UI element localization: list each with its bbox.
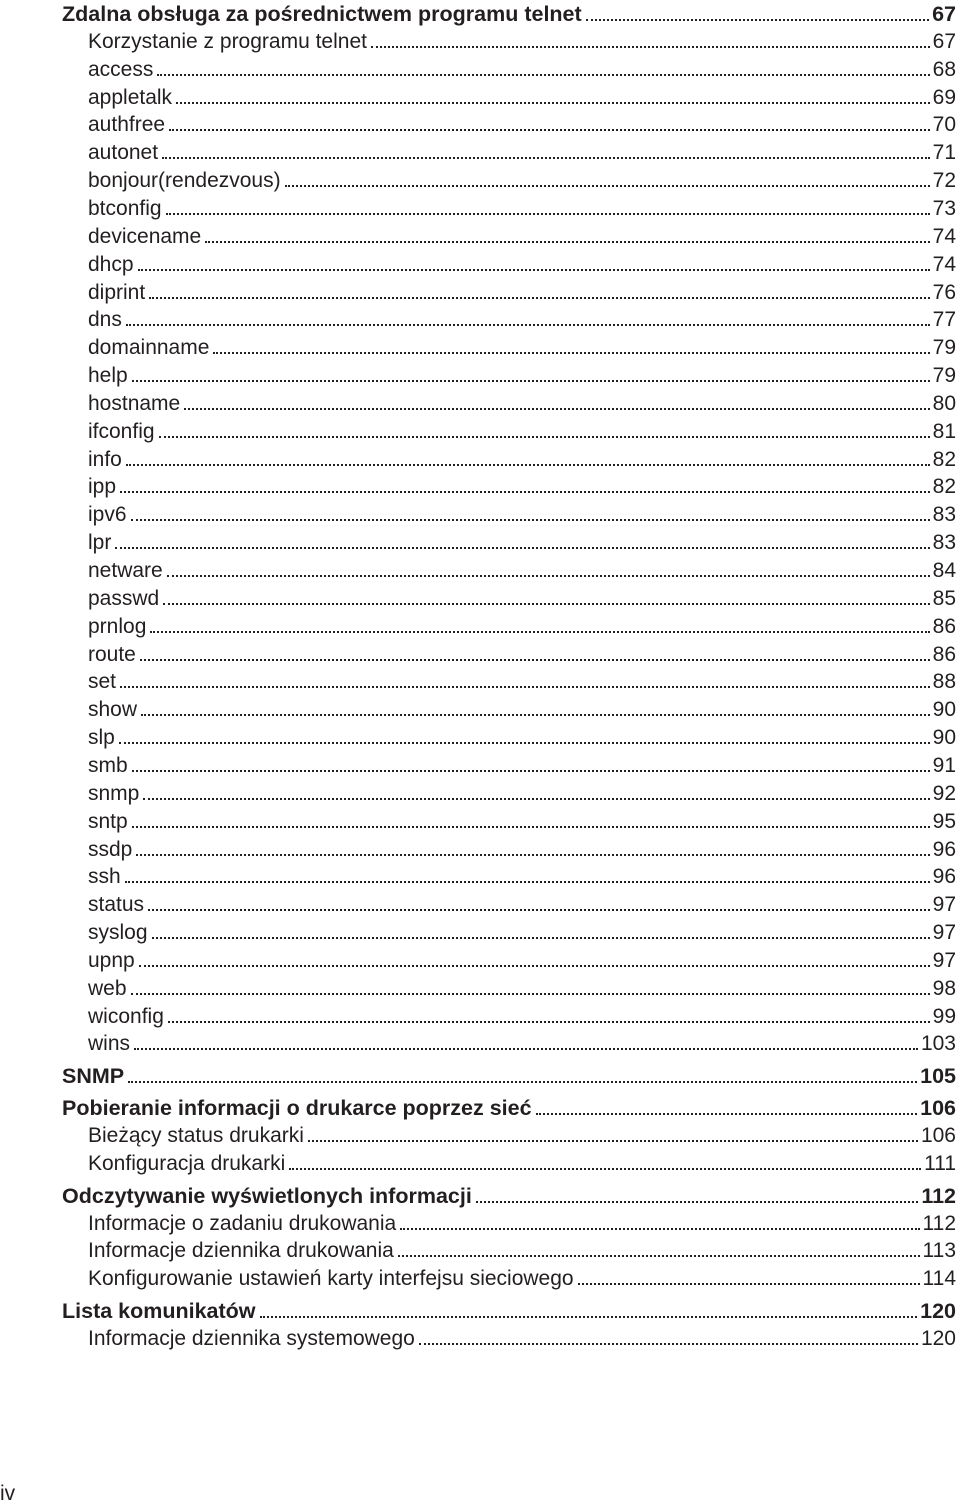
toc-entry-page: 82 <box>932 475 956 498</box>
toc-heading[interactable] <box>62 1 956 27</box>
toc-entry-page: 83 <box>932 531 956 554</box>
toc-entry-title: wins <box>88 1032 131 1055</box>
toc-entry-page: 96 <box>932 865 956 888</box>
toc-entry[interactable] <box>88 1151 956 1177</box>
toc-entry-title: appletalk <box>88 86 173 109</box>
dot-leader <box>134 1047 918 1050</box>
toc-entry-title: autonet <box>88 141 159 164</box>
toc-heading[interactable] <box>62 1095 956 1121</box>
toc-entry-page: 70 <box>932 113 956 136</box>
toc-entry[interactable] <box>88 140 956 166</box>
toc-entry-title: Lista komunikatów <box>62 1299 256 1323</box>
dot-leader <box>400 1227 919 1230</box>
toc-entry[interactable] <box>88 809 956 835</box>
dot-leader <box>132 379 930 382</box>
toc-entry[interactable] <box>88 391 956 417</box>
toc-entry[interactable] <box>88 224 956 250</box>
toc-entry[interactable] <box>88 168 956 194</box>
dot-leader <box>308 1139 918 1142</box>
toc-entry-title: smb <box>88 754 128 777</box>
dot-leader <box>126 323 930 326</box>
toc-entry-page: 97 <box>932 921 956 944</box>
toc-entry[interactable] <box>88 502 956 528</box>
toc-entry-title: web <box>88 977 127 1000</box>
toc-entry-page: 97 <box>932 949 956 972</box>
toc-entry-title: Pobieranie informacji o drukarce poprzez sieć <box>62 1096 532 1120</box>
toc-entry-title: Zdalna obsługa za pośrednictwem programu telnet <box>62 2 582 26</box>
toc-entry[interactable] <box>88 1123 956 1149</box>
toc-entry-page: 80 <box>932 392 956 415</box>
toc-entry[interactable] <box>88 335 956 361</box>
toc-entry-page: 98 <box>932 977 956 1000</box>
dot-leader <box>476 1200 919 1203</box>
dot-leader <box>132 769 930 772</box>
toc-entry-title: dhcp <box>88 253 134 276</box>
dot-leader <box>132 825 930 828</box>
toc-entry-title: info <box>88 448 122 471</box>
dot-leader <box>119 741 930 744</box>
toc-entry-title: ssdp <box>88 838 133 861</box>
toc-entry-page: 83 <box>932 503 956 526</box>
toc-entry[interactable] <box>88 892 956 918</box>
dot-leader <box>167 574 930 577</box>
toc-entry-page: 88 <box>932 670 956 693</box>
toc-entry[interactable] <box>88 837 956 863</box>
dot-leader <box>141 713 930 716</box>
dot-leader <box>125 880 930 883</box>
dot-leader <box>166 212 930 215</box>
dot-leader <box>139 964 930 967</box>
toc-entry-page: 92 <box>932 782 956 805</box>
page-number: iv <box>0 1482 16 1505</box>
toc-entry-page: 67 <box>932 30 956 53</box>
toc-entry[interactable] <box>88 1266 956 1292</box>
toc-entry-title: snmp <box>88 782 140 805</box>
toc-entry-page: 79 <box>932 364 956 387</box>
toc-entry[interactable] <box>88 558 956 584</box>
toc-entry-page: 82 <box>932 448 956 471</box>
toc-entry-page: 120 <box>920 1327 956 1350</box>
toc-entry-page: 111 <box>924 1152 956 1175</box>
toc-entry[interactable] <box>88 976 956 1002</box>
toc-entry[interactable] <box>88 1031 956 1057</box>
toc-heading[interactable] <box>62 1298 956 1324</box>
toc-entry-title: Korzystanie z programu telnet <box>88 30 367 53</box>
toc-entry[interactable] <box>88 669 956 695</box>
toc-entry-title: prnlog <box>88 615 147 638</box>
toc-entry[interactable] <box>88 697 956 723</box>
dot-leader <box>578 1282 920 1285</box>
toc-entry-page: 72 <box>932 169 956 192</box>
toc-entry-page: 73 <box>932 197 956 220</box>
toc-entry-title: Informacje o zadaniu drukowania <box>88 1212 397 1235</box>
toc-entry-title: help <box>88 364 128 387</box>
toc-entry-page: 120 <box>920 1299 956 1323</box>
toc-entry-title: syslog <box>88 921 148 944</box>
toc-entry-page: 74 <box>932 253 956 276</box>
dot-leader <box>289 1167 921 1170</box>
toc-entry-page: 68 <box>932 58 956 81</box>
toc-entry[interactable] <box>88 642 956 668</box>
dot-leader <box>398 1254 920 1257</box>
toc-entry-title: hostname <box>88 392 181 415</box>
toc-entry-page: 74 <box>932 225 956 248</box>
toc-entry[interactable] <box>88 614 956 640</box>
toc-entry[interactable] <box>88 725 956 751</box>
toc-entry-page: 86 <box>932 643 956 666</box>
dot-leader <box>371 45 930 48</box>
toc-entry-page: 86 <box>932 615 956 638</box>
toc-entry-page: 67 <box>932 2 956 26</box>
toc-entry-page: 99 <box>932 1005 956 1028</box>
toc-entry-page: 106 <box>920 1124 956 1147</box>
toc-entry-page: 95 <box>932 810 956 833</box>
dot-leader <box>184 407 929 410</box>
toc-entry-title: bonjour(rendezvous) <box>88 169 281 192</box>
dot-leader <box>157 73 929 76</box>
toc-entry[interactable] <box>88 29 956 55</box>
dot-leader <box>152 936 930 939</box>
dot-leader <box>163 602 929 605</box>
toc-entry[interactable] <box>88 307 956 333</box>
toc-entry[interactable] <box>88 781 956 807</box>
toc-entry-title: ipp <box>88 475 117 498</box>
dot-leader <box>126 463 930 466</box>
toc-entry-title: dns <box>88 308 122 331</box>
toc-entry-page: 84 <box>932 559 956 582</box>
toc-entry[interactable] <box>88 920 956 946</box>
dot-leader <box>150 630 929 633</box>
toc-entry-page: 90 <box>932 726 956 749</box>
toc-entry[interactable] <box>88 864 956 890</box>
toc-entry[interactable] <box>88 280 956 306</box>
dot-leader <box>131 992 930 995</box>
toc-entry-title: route <box>88 643 136 666</box>
toc-entry[interactable] <box>88 1211 956 1237</box>
toc-entry-title: ssh <box>88 865 121 888</box>
dot-leader <box>285 184 930 187</box>
toc-entry-page: 112 <box>922 1212 956 1235</box>
dot-leader <box>148 908 930 911</box>
toc-entry-title: access <box>88 58 154 81</box>
toc-entry[interactable] <box>88 1004 956 1030</box>
toc-entry-title: Odczytywanie wyświetlonych informacji <box>62 1184 472 1208</box>
toc-entry-title: btconfig <box>88 197 162 220</box>
toc-entry-page: 103 <box>920 1032 956 1055</box>
toc-entry-title: Bieżący status drukarki <box>88 1124 304 1147</box>
toc-entry-page: 114 <box>922 1267 956 1290</box>
dot-leader <box>205 240 929 243</box>
toc-entry[interactable] <box>88 948 956 974</box>
toc-entry-title: passwd <box>88 587 160 610</box>
toc-entry-page: 77 <box>932 308 956 331</box>
toc-entry-title: show <box>88 698 138 721</box>
toc-entry[interactable] <box>88 363 956 389</box>
toc-entry-title: ifconfig <box>88 420 155 443</box>
toc-entry[interactable] <box>88 1238 956 1264</box>
toc-entry-page: 79 <box>932 336 956 359</box>
toc-entry-title: lpr <box>88 531 112 554</box>
toc-entry[interactable] <box>88 474 956 500</box>
dot-leader <box>419 1342 918 1345</box>
toc-entry[interactable] <box>88 252 956 278</box>
toc-entry-title: Konfigurowanie ustawień karty interfejsu sieciowego <box>88 1267 574 1290</box>
toc-entry-title: authfree <box>88 113 166 136</box>
toc-entry-title: Informacje dziennika systemowego <box>88 1327 415 1350</box>
toc-entry[interactable] <box>88 196 956 222</box>
toc-entry[interactable] <box>88 447 956 473</box>
dot-leader <box>140 658 930 661</box>
toc-heading[interactable] <box>62 1183 956 1209</box>
dot-leader <box>131 518 930 521</box>
dot-leader <box>115 546 929 549</box>
toc-entry[interactable] <box>88 57 956 83</box>
dot-leader <box>138 268 930 271</box>
dot-leader <box>136 853 929 856</box>
toc-entry-title: diprint <box>88 281 146 304</box>
toc-heading[interactable] <box>62 1063 956 1089</box>
toc-entry-page: 85 <box>932 587 956 610</box>
dot-leader <box>143 797 929 800</box>
toc-entry[interactable] <box>88 112 956 138</box>
toc-entry-title: Konfiguracja drukarki <box>88 1152 286 1175</box>
dot-leader <box>586 18 929 21</box>
toc-entry-title: Informacje dziennika drukowania <box>88 1239 394 1262</box>
toc-entry-page: 97 <box>932 893 956 916</box>
toc-entry-title: devicename <box>88 225 202 248</box>
dot-leader <box>162 156 930 159</box>
toc-entry-page: 106 <box>920 1096 956 1120</box>
dot-leader <box>120 490 930 493</box>
toc-entry[interactable] <box>88 1326 956 1352</box>
dot-leader <box>149 296 929 299</box>
toc-entry-page: 91 <box>932 754 956 777</box>
dot-leader <box>176 101 930 104</box>
toc-entry-page: 81 <box>932 420 956 443</box>
toc-entry[interactable] <box>88 85 956 111</box>
toc-entry-title: ipv6 <box>88 503 127 526</box>
toc-entry-title: domainname <box>88 336 210 359</box>
toc-entry[interactable] <box>88 586 956 612</box>
toc-entry-title: slp <box>88 726 115 749</box>
toc-entry-page: 96 <box>932 838 956 861</box>
toc-entry-page: 90 <box>932 698 956 721</box>
toc-entry-page: 69 <box>932 86 956 109</box>
toc-entry[interactable] <box>88 530 956 556</box>
dot-leader <box>168 1020 930 1023</box>
toc-entry-page: 105 <box>920 1064 956 1088</box>
dot-leader <box>213 351 929 354</box>
toc-entry-title: netware <box>88 559 163 582</box>
toc-entry-page: 76 <box>932 281 956 304</box>
dot-leader <box>128 1080 917 1083</box>
toc-entry-title: set <box>88 670 117 693</box>
dot-leader <box>536 1112 918 1115</box>
dot-leader <box>169 128 930 131</box>
dot-leader <box>120 685 930 688</box>
toc-entry-title: wiconfig <box>88 1005 164 1028</box>
dot-leader <box>260 1315 918 1318</box>
toc-entry-title: sntp <box>88 810 128 833</box>
toc-entry-page: 112 <box>921 1184 956 1208</box>
toc-entry-page: 113 <box>922 1239 956 1262</box>
toc-entry-title: SNMP <box>62 1064 125 1088</box>
toc-entry-title: upnp <box>88 949 135 972</box>
toc-entry-title: status <box>88 893 145 916</box>
dot-leader <box>159 435 930 438</box>
toc-entry-page: 71 <box>932 141 956 164</box>
toc-entry[interactable] <box>88 753 956 779</box>
toc-entry[interactable] <box>88 419 956 445</box>
